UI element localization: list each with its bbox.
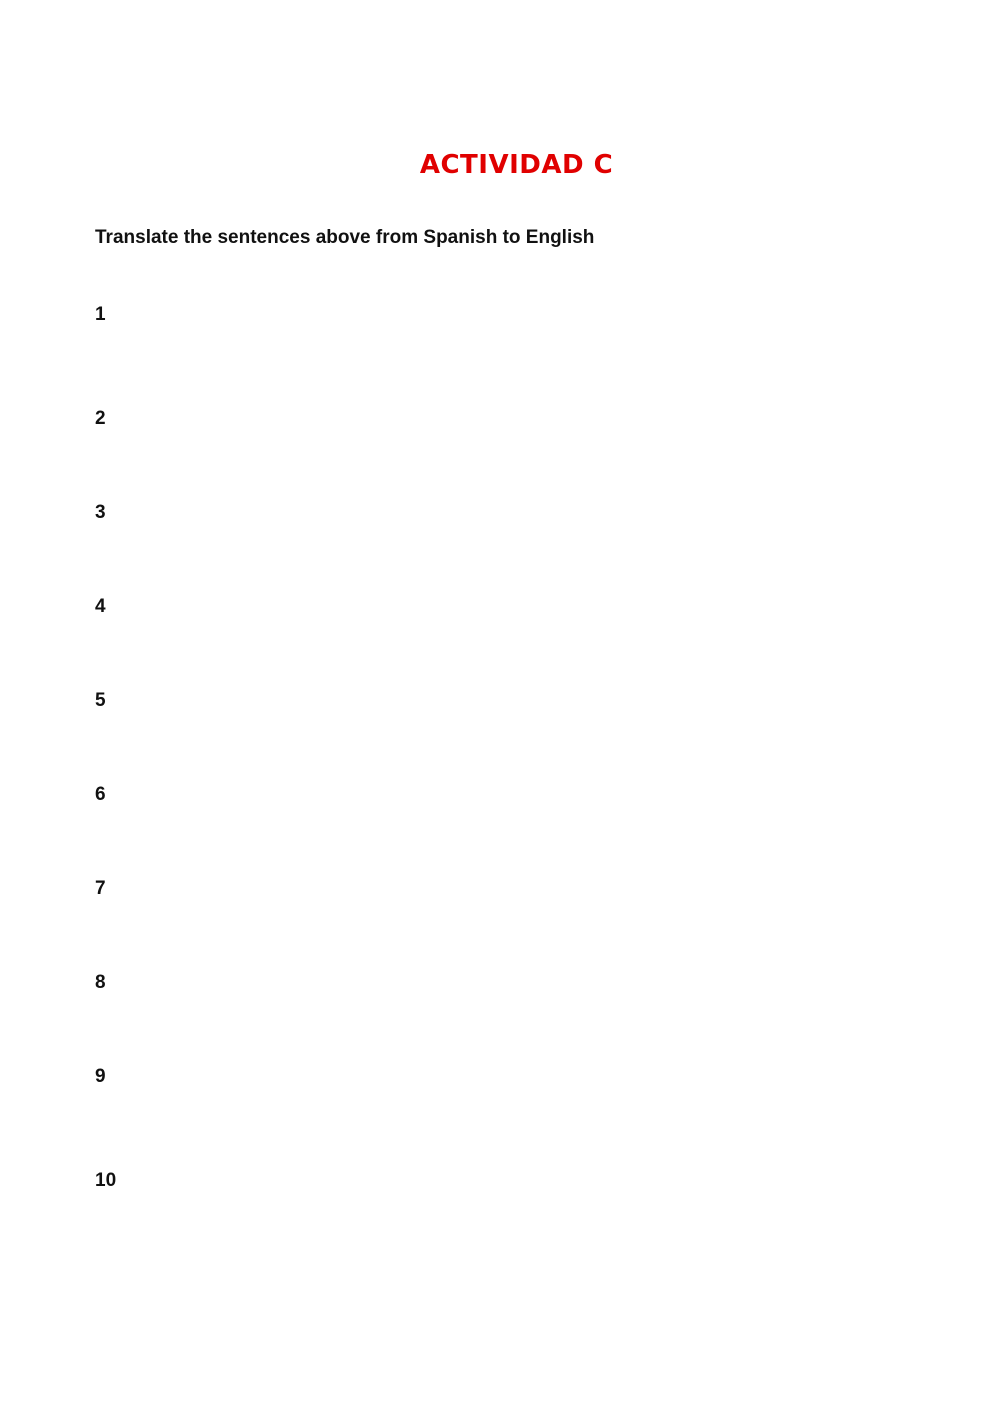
item-number: 8 <box>95 972 106 993</box>
answer-field[interactable] <box>140 592 900 622</box>
page-title: ACTIVIDAD C <box>419 150 614 180</box>
item-number: 5 <box>95 690 106 711</box>
answer-field[interactable] <box>140 1166 900 1196</box>
answer-field[interactable] <box>140 686 900 716</box>
item-number: 9 <box>95 1066 106 1087</box>
answer-field[interactable] <box>140 874 900 904</box>
item-number: 6 <box>95 784 106 805</box>
answer-field[interactable] <box>140 300 900 330</box>
item-number: 7 <box>95 878 106 899</box>
answer-field[interactable] <box>140 968 900 998</box>
item-number: 2 <box>95 408 106 429</box>
item-number: 1 <box>95 304 106 325</box>
answer-field[interactable] <box>140 780 900 810</box>
item-number: 4 <box>95 596 106 617</box>
answer-field[interactable] <box>140 1062 900 1092</box>
item-number: 10 <box>95 1170 117 1191</box>
instruction-text: Translate the sentences above from Spanish to English <box>95 227 595 248</box>
item-number: 3 <box>95 502 106 523</box>
answer-field[interactable] <box>140 404 900 434</box>
answer-field[interactable] <box>140 498 900 528</box>
